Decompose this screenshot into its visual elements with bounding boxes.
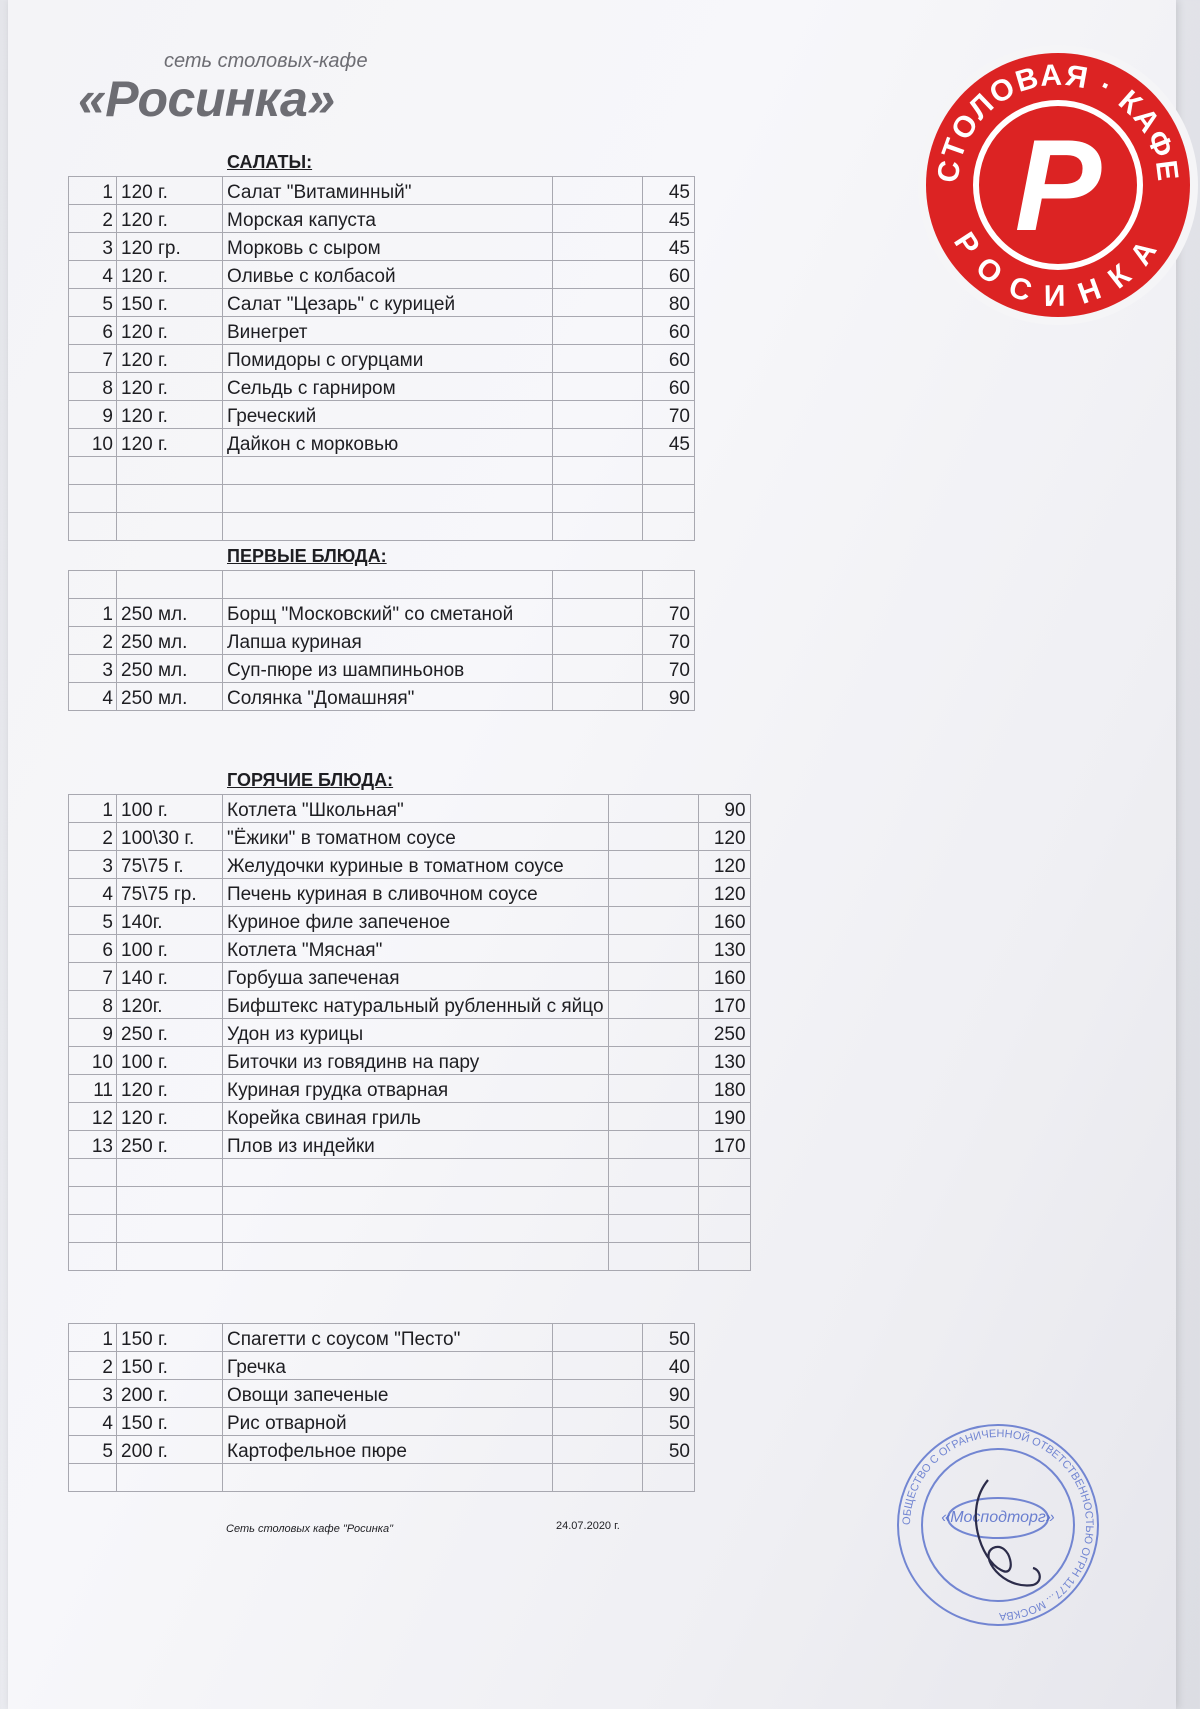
menu-row xyxy=(69,429,695,457)
item-name: Куриное филе запеченое xyxy=(223,907,609,935)
item-name: Овощи запеченые xyxy=(223,1380,553,1408)
logo-subtitle: сеть столовых-кафе xyxy=(164,50,368,72)
item-number: 2 xyxy=(69,823,117,851)
item-price: 90 xyxy=(643,1380,695,1408)
item-weight: 250 г. xyxy=(117,1019,223,1047)
item-price: 40 xyxy=(643,1352,695,1380)
item-weight: 120 гр. xyxy=(117,233,223,261)
item-number: 8 xyxy=(69,373,117,401)
item-empty-cell xyxy=(553,373,643,401)
item-empty-cell xyxy=(553,289,643,317)
menu-row xyxy=(69,261,695,289)
item-weight: 250 мл. xyxy=(117,655,223,683)
menu-row xyxy=(69,401,695,429)
item-name: Горбуша запеченая xyxy=(223,963,609,991)
item-number: 12 xyxy=(69,1103,117,1131)
item-empty-cell xyxy=(553,429,643,457)
menu-row xyxy=(69,1103,751,1131)
menu-row xyxy=(69,879,751,907)
item-empty-cell xyxy=(608,935,698,963)
item-price: 90 xyxy=(698,795,750,823)
item-number: 3 xyxy=(69,655,117,683)
section-title: САЛАТЫ: xyxy=(227,152,313,172)
menu-row xyxy=(69,935,751,963)
item-weight xyxy=(117,513,223,541)
item-number: 9 xyxy=(69,1019,117,1047)
item-weight: 75\75 гр. xyxy=(117,879,223,907)
menu-row xyxy=(69,485,695,513)
item-name xyxy=(223,1243,609,1271)
item-price xyxy=(643,485,695,513)
item-empty-cell xyxy=(608,1075,698,1103)
item-number: 9 xyxy=(69,401,117,429)
company-stamp xyxy=(893,1420,1103,1630)
item-weight xyxy=(117,1243,223,1271)
item-name xyxy=(223,513,553,541)
item-empty-cell xyxy=(608,963,698,991)
item-empty-cell xyxy=(608,1187,698,1215)
item-number: 4 xyxy=(69,683,117,711)
menu-row xyxy=(69,907,751,935)
item-price: 160 xyxy=(698,907,750,935)
item-name: Котлета "Школьная" xyxy=(223,795,609,823)
badge-letter: Р xyxy=(1014,112,1102,258)
item-number: 7 xyxy=(69,963,117,991)
menu-row xyxy=(69,991,751,1019)
menu-row xyxy=(69,373,695,401)
item-price: 60 xyxy=(643,373,695,401)
item-weight xyxy=(117,485,223,513)
item-weight xyxy=(117,1215,223,1243)
menu-row xyxy=(69,1243,751,1271)
footer-date: 24.07.2020 г. xyxy=(556,1520,620,1532)
item-name xyxy=(223,457,553,485)
item-weight: 120 г. xyxy=(117,177,223,205)
item-name: Картофельное пюре xyxy=(223,1436,553,1464)
menu-row xyxy=(69,177,695,205)
item-weight: 120 г. xyxy=(117,345,223,373)
menu-row xyxy=(69,599,695,627)
item-price: 130 xyxy=(698,1047,750,1075)
item-name: Котлета "Мясная" xyxy=(223,935,609,963)
item-price xyxy=(698,1159,750,1187)
menu-row xyxy=(69,233,695,261)
item-empty-cell xyxy=(553,401,643,429)
item-price xyxy=(643,457,695,485)
menu-row xyxy=(69,289,695,317)
item-empty-cell xyxy=(553,1464,643,1492)
item-price: 170 xyxy=(698,991,750,1019)
item-weight: 100 г. xyxy=(117,935,223,963)
item-number xyxy=(69,1243,117,1271)
menu-row xyxy=(69,851,751,879)
menu-row xyxy=(69,317,695,345)
item-empty-cell xyxy=(553,205,643,233)
item-name: Салат "Витаминный" xyxy=(223,177,553,205)
item-price: 130 xyxy=(698,935,750,963)
item-name: Морковь с сыром xyxy=(223,233,553,261)
menu-row xyxy=(69,1075,751,1103)
menu-row xyxy=(69,655,695,683)
item-number: 5 xyxy=(69,1436,117,1464)
item-price: 60 xyxy=(643,317,695,345)
stamp-ring-text: ОБЩЕСТВО С ОГРАНИЧЕННОЙ ОТВЕТСТВЕННОСТЬЮ ОГРН 1177... МОСКВА xyxy=(900,1427,1096,1623)
item-weight: 250 мл. xyxy=(117,599,223,627)
item-price xyxy=(643,571,695,599)
item-name: Гречка xyxy=(223,1352,553,1380)
item-weight: 120 г. xyxy=(117,401,223,429)
item-empty-cell xyxy=(553,513,643,541)
item-empty-cell xyxy=(608,851,698,879)
item-weight: 100 г. xyxy=(117,795,223,823)
menu-table xyxy=(68,570,695,711)
item-name: Солянка "Домашняя" xyxy=(223,683,553,711)
item-empty-cell xyxy=(553,599,643,627)
menu-row xyxy=(69,1159,751,1187)
menu-row xyxy=(69,823,751,851)
item-weight xyxy=(117,1159,223,1187)
item-empty-cell xyxy=(553,485,643,513)
item-price: 70 xyxy=(643,627,695,655)
menu-row xyxy=(69,1047,751,1075)
item-weight: 150 г. xyxy=(117,289,223,317)
item-price: 50 xyxy=(643,1408,695,1436)
item-empty-cell xyxy=(608,1159,698,1187)
badge-bottom-text: РОСИНКА xyxy=(947,226,1169,314)
item-empty-cell xyxy=(553,1408,643,1436)
item-weight: 75\75 г. xyxy=(117,851,223,879)
item-name: Суп-пюре из шампиньонов xyxy=(223,655,553,683)
item-number: 2 xyxy=(69,205,117,233)
item-empty-cell xyxy=(553,317,643,345)
item-number: 1 xyxy=(69,599,117,627)
item-price: 120 xyxy=(698,851,750,879)
item-weight: 140г. xyxy=(117,907,223,935)
item-number: 1 xyxy=(69,795,117,823)
menu-row xyxy=(69,571,695,599)
menu-row xyxy=(69,513,695,541)
item-weight: 100\30 г. xyxy=(117,823,223,851)
item-name: Сельдь с гарниром xyxy=(223,373,553,401)
item-number: 1 xyxy=(69,1324,117,1352)
stamp-center-text: «Мосподторг» xyxy=(941,1509,1055,1526)
item-weight: 250 мл. xyxy=(117,683,223,711)
item-name xyxy=(223,1215,609,1243)
item-price: 60 xyxy=(643,345,695,373)
item-empty-cell xyxy=(608,907,698,935)
logo-title: «Росинка» xyxy=(78,71,335,127)
item-name: Морская капуста xyxy=(223,205,553,233)
item-price: 170 xyxy=(698,1131,750,1159)
item-price: 45 xyxy=(643,233,695,261)
item-weight: 150 г. xyxy=(117,1352,223,1380)
menu-row xyxy=(69,1464,695,1492)
item-weight: 120г. xyxy=(117,991,223,1019)
item-name: Куриная грудка отварная xyxy=(223,1075,609,1103)
badge-top-text: СТОЛОВАЯ · КАФЕ xyxy=(931,58,1185,185)
item-number: 3 xyxy=(69,851,117,879)
item-name: Плов из индейки xyxy=(223,1131,609,1159)
item-number xyxy=(69,571,117,599)
item-number: 10 xyxy=(69,1047,117,1075)
menu-row xyxy=(69,345,695,373)
item-name xyxy=(223,485,553,513)
item-price: 60 xyxy=(643,261,695,289)
section-title: ПЕРВЫЕ БЛЮДА: xyxy=(227,546,387,566)
menu-row xyxy=(69,1352,695,1380)
item-name xyxy=(223,571,553,599)
menu-row xyxy=(69,457,695,485)
item-number xyxy=(69,457,117,485)
item-weight: 150 г. xyxy=(117,1408,223,1436)
item-price xyxy=(643,1464,695,1492)
item-price: 160 xyxy=(698,963,750,991)
item-price: 90 xyxy=(643,683,695,711)
menu-row xyxy=(69,205,695,233)
item-weight: 120 г. xyxy=(117,373,223,401)
item-name: Удон из курицы xyxy=(223,1019,609,1047)
menu-row xyxy=(69,683,695,711)
item-empty-cell xyxy=(553,1380,643,1408)
item-name: Рис отварной xyxy=(223,1408,553,1436)
item-empty-cell xyxy=(553,233,643,261)
item-weight xyxy=(117,571,223,599)
item-number: 4 xyxy=(69,1408,117,1436)
item-weight: 120 г. xyxy=(117,205,223,233)
section-title: ГОРЯЧИЕ БЛЮДА: xyxy=(227,770,394,790)
menu-row xyxy=(69,795,751,823)
item-empty-cell xyxy=(608,991,698,1019)
item-empty-cell xyxy=(553,1352,643,1380)
item-number: 6 xyxy=(69,935,117,963)
item-number: 8 xyxy=(69,991,117,1019)
item-name: Печень куриная в сливочном соусе xyxy=(223,879,609,907)
item-name: Лапша куриная xyxy=(223,627,553,655)
menu-table xyxy=(68,176,695,541)
item-empty-cell xyxy=(608,795,698,823)
item-weight: 120 г. xyxy=(117,1075,223,1103)
item-number: 10 xyxy=(69,429,117,457)
item-price: 70 xyxy=(643,655,695,683)
menu-row xyxy=(69,1436,695,1464)
item-empty-cell xyxy=(553,683,643,711)
item-number xyxy=(69,485,117,513)
menu-sheet xyxy=(8,0,1185,1709)
item-empty-cell xyxy=(608,1047,698,1075)
item-empty-cell xyxy=(608,1243,698,1271)
item-number: 4 xyxy=(69,261,117,289)
item-empty-cell xyxy=(608,879,698,907)
item-empty-cell xyxy=(553,345,643,373)
item-price xyxy=(643,513,695,541)
item-name: Биточки из говядинв на пару xyxy=(223,1047,609,1075)
item-number xyxy=(69,1215,117,1243)
item-name xyxy=(223,1187,609,1215)
item-weight: 150 г. xyxy=(117,1324,223,1352)
item-empty-cell xyxy=(553,177,643,205)
item-weight: 120 г. xyxy=(117,429,223,457)
item-number: 5 xyxy=(69,289,117,317)
item-empty-cell xyxy=(608,1215,698,1243)
item-number: 1 xyxy=(69,177,117,205)
item-weight: 200 г. xyxy=(117,1436,223,1464)
item-price: 50 xyxy=(643,1436,695,1464)
item-name: Дайкон с морковью xyxy=(223,429,553,457)
item-weight: 100 г. xyxy=(117,1047,223,1075)
item-price xyxy=(698,1215,750,1243)
item-price xyxy=(698,1187,750,1215)
item-price: 50 xyxy=(643,1324,695,1352)
menu-row xyxy=(69,963,751,991)
item-empty-cell xyxy=(608,1103,698,1131)
item-empty-cell xyxy=(553,457,643,485)
item-weight xyxy=(117,457,223,485)
item-number xyxy=(69,513,117,541)
item-number xyxy=(69,1187,117,1215)
menu-table xyxy=(68,794,751,1271)
item-number: 2 xyxy=(69,1352,117,1380)
item-weight xyxy=(117,1187,223,1215)
item-name: Спагетти с соусом "Песто" xyxy=(223,1324,553,1352)
item-price: 45 xyxy=(643,205,695,233)
item-weight: 120 г. xyxy=(117,317,223,345)
item-empty-cell xyxy=(608,823,698,851)
item-number: 7 xyxy=(69,345,117,373)
item-price: 45 xyxy=(643,429,695,457)
item-number: 4 xyxy=(69,879,117,907)
menu-row xyxy=(69,1408,695,1436)
item-price: 120 xyxy=(698,823,750,851)
item-name: Бифштекс натуральный рубленный с яйцо xyxy=(223,991,609,1019)
item-name: Греческий xyxy=(223,401,553,429)
item-number xyxy=(69,1159,117,1187)
item-price: 80 xyxy=(643,289,695,317)
item-price: 70 xyxy=(643,599,695,627)
item-name: Винегрет xyxy=(223,317,553,345)
item-weight: 250 г. xyxy=(117,1131,223,1159)
item-price: 120 xyxy=(698,879,750,907)
menu-row xyxy=(69,1187,751,1215)
item-price: 190 xyxy=(698,1103,750,1131)
item-empty-cell xyxy=(553,571,643,599)
item-number: 3 xyxy=(69,1380,117,1408)
item-empty-cell xyxy=(608,1019,698,1047)
item-number: 13 xyxy=(69,1131,117,1159)
item-number xyxy=(69,1464,117,1492)
menu-row xyxy=(69,1324,695,1352)
item-weight: 200 г. xyxy=(117,1380,223,1408)
item-empty-cell xyxy=(608,1131,698,1159)
item-empty-cell xyxy=(553,1324,643,1352)
menu-row xyxy=(69,1215,751,1243)
item-weight xyxy=(117,1464,223,1492)
item-empty-cell xyxy=(553,655,643,683)
rosinka-badge-logo xyxy=(913,40,1200,330)
menu-row xyxy=(69,1019,751,1047)
item-price: 70 xyxy=(643,401,695,429)
item-weight: 120 г. xyxy=(117,261,223,289)
item-price: 180 xyxy=(698,1075,750,1103)
menu-table xyxy=(68,1323,695,1492)
item-name: Желудочки куриные в томатном соусе xyxy=(223,851,609,879)
item-weight: 250 мл. xyxy=(117,627,223,655)
item-name: Оливье с колбасой xyxy=(223,261,553,289)
item-name: Помидоры с огурцами xyxy=(223,345,553,373)
menu-row xyxy=(69,627,695,655)
item-empty-cell xyxy=(553,1436,643,1464)
footer-company: Сеть столовых кафе "Росинка" xyxy=(226,1523,393,1535)
item-name: Борщ "Московский" со сметаной xyxy=(223,599,553,627)
item-number: 5 xyxy=(69,907,117,935)
item-weight: 120 г. xyxy=(117,1103,223,1131)
item-number: 2 xyxy=(69,627,117,655)
item-name: Корейка свиная гриль xyxy=(223,1103,609,1131)
item-price xyxy=(698,1243,750,1271)
item-number: 3 xyxy=(69,233,117,261)
menu-row xyxy=(69,1380,695,1408)
item-price: 250 xyxy=(698,1019,750,1047)
item-number: 11 xyxy=(69,1075,117,1103)
item-name: "Ёжики" в томатном соусе xyxy=(223,823,609,851)
item-number: 6 xyxy=(69,317,117,345)
item-name: Салат "Цезарь" с курицей xyxy=(223,289,553,317)
item-name xyxy=(223,1159,609,1187)
item-name xyxy=(223,1464,553,1492)
item-weight: 140 г. xyxy=(117,963,223,991)
item-empty-cell xyxy=(553,627,643,655)
menu-row xyxy=(69,1131,751,1159)
item-price: 45 xyxy=(643,177,695,205)
item-empty-cell xyxy=(553,261,643,289)
